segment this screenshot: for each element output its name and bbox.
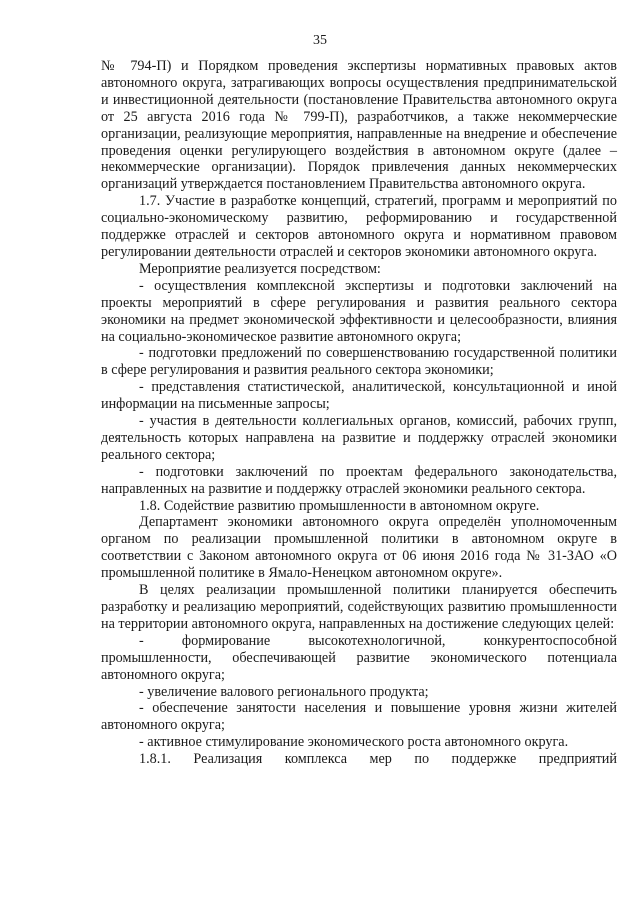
paragraph-industrial-policy-goals: В целях реализации промышленной политики планируется обеспечить разработку и реализацию мероприятий, содействующих развитию промышленности на территории автономного округа, направленных на достижение следующих целей: bbox=[101, 582, 617, 632]
page-number: 35 bbox=[313, 33, 327, 48]
list-item-proposals: - подготовки предложений по совершенствованию государственной политики в сфере регулирования и развития реального сектора экономики; bbox=[101, 345, 617, 379]
paragraph-section-1-8: 1.8. Содействие развитию промышленности в автономном округе. bbox=[139, 497, 540, 514]
list-item-employment: - обеспечение занятости населения и повышение уровня жизни жителей автономного округа; bbox=[101, 700, 617, 734]
list-item-collegial-bodies: - участия в деятельности коллегиальных органов, комиссий, рабочих групп, деятельность которых направлена на развитие и поддержку отраслей экономики реального сектора; bbox=[101, 413, 617, 463]
document-body bbox=[101, 58, 617, 768]
list-item-economic-growth: - активное стимулирование экономического роста автономного округа. bbox=[139, 734, 569, 751]
list-item-federal-legislation: - подготовки заключений по проектам федерального законодательства, направленных на развитие и поддержку отраслей экономики реального сектора. bbox=[101, 463, 617, 497]
paragraph-department: Департамент экономики автономного округа определён уполномоченным органом по реализации промышленной политики в автономном округе в соответствии с Законом автономного округа от 06 июня 2016 года № 31-ЗАО «О промышленной политике в Ямало-Ненецком автономном округе». bbox=[101, 514, 617, 582]
list-item-grp: - увеличение валового регионального продукта; bbox=[139, 683, 429, 700]
paragraph-section-1-8-1: 1.8.1. Реализация комплекса мер по поддержке предприятий bbox=[139, 751, 617, 768]
list-item-information: - представления статистической, аналитической, консультационной и иной информации на письменные запросы; bbox=[101, 379, 617, 413]
list-item-expertise: - осуществления комплексной экспертизы и подготовки заключений на проекты мероприятий в сфере регулирования и развития реального сектора экономики на предмет экономической эффективности и целесообразности, влияния на социально-экономическое развитие автономного округа; bbox=[101, 277, 617, 345]
list-item-high-tech-industry: - формирование высокотехнологичной, конкурентоспособной промышленности, обеспечивающей развитие экономического потенциала автономного округа; bbox=[101, 632, 617, 683]
paragraph-continuation: № 794-П) и Порядком проведения экспертизы нормативных правовых актов автономного округа, затрагивающих вопросы осуществления предпринимательской и инвестиционной деятельности (постановление Правительства автономного округа от 25 августа 2016 года № 799-П), разработчиков, а также некоммерческие организации, реализующие мероприятия, направленные на внедрение и обеспечение проведения оценки регулирующего воздействия в автономном округе (далее – некоммерческие организации). Порядок привлечения данных некоммерческих организаций утверждается постановлением Правительства автономного округа. bbox=[101, 58, 617, 193]
paragraph-implementation-intro: Мероприятие реализуется посредством: bbox=[139, 260, 381, 277]
paragraph-section-1-7: 1.7. Участие в разработке концепций, стратегий, программ и мероприятий по социально-экономическому развитию, реформированию и государственной поддержке отраслей и секторов автономного округа и нормативном правовом регулировании деятельности отраслей и секторов экономики автономного округа. bbox=[101, 193, 617, 260]
